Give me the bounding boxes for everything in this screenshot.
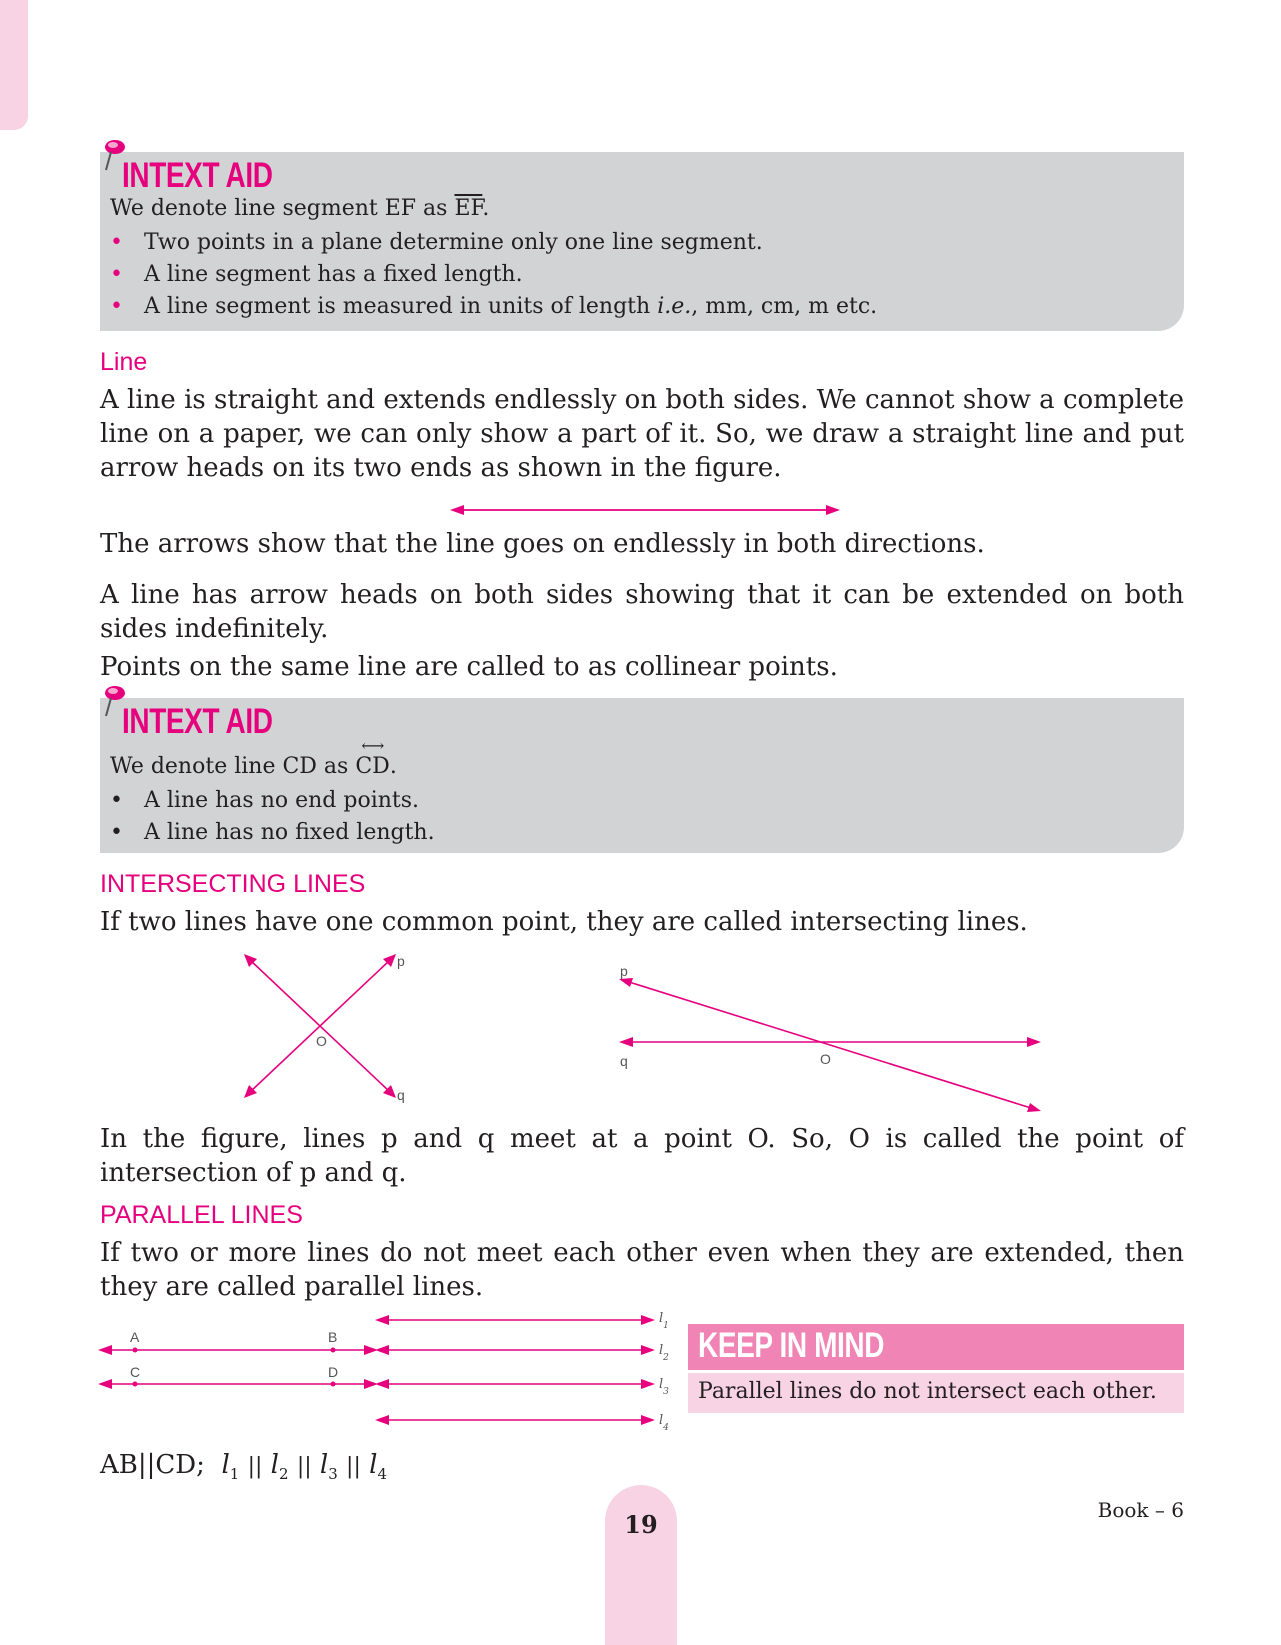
arrowhead-icon [619, 978, 633, 987]
arrowhead-icon [1027, 1103, 1041, 1112]
aid-bullet [110, 230, 763, 255]
paragraph-arrows: The arrows show that the line goes on endlessly in both directions. [100, 529, 985, 559]
arrowhead-icon [641, 1345, 655, 1355]
arrowhead-icon [641, 1315, 655, 1325]
intersecting-figure-x [240, 950, 430, 1110]
aid-bullet-text: Two points in a plane determine only one line segment. [144, 230, 763, 255]
keep-in-mind-title: KEEP IN MIND [698, 1326, 885, 1365]
relation-separator: || [247, 1454, 263, 1479]
relation-l-letter: l [221, 1450, 230, 1480]
point-a [133, 1348, 138, 1353]
relation-sub: 1 [229, 1465, 240, 1484]
relation-l-letter: l [319, 1450, 329, 1480]
label-d: D [328, 1364, 339, 1380]
paragraph-collinear: Points on the same line are called to as collinear points. [100, 652, 838, 682]
aid-bullet-text: A line segment is measured in units of length [144, 294, 658, 319]
parallel-relation [100, 1450, 387, 1483]
heading-line: Line [100, 348, 148, 376]
arrowhead-icon [619, 1037, 633, 1047]
parallel-figure-l-lines [375, 1308, 675, 1448]
label-q: q [620, 1053, 628, 1069]
label-p: p [397, 953, 405, 969]
arrowhead-icon [641, 1379, 655, 1389]
book-label: Book – 6 [1097, 1498, 1184, 1522]
label-l4: $l_4$ [659, 1413, 669, 1433]
bullet-icon: • [110, 230, 123, 255]
paragraph-line-intro: A line is straight and extends endlessly on both sides. We cannot show a complete line on a paper, we can only show a part of it. So, we draw a straight line and put arrow heads on its two ends as shown in the figure. [100, 385, 1184, 483]
arrowhead-icon [98, 1345, 112, 1355]
label-l1: $l_1$ [659, 1311, 669, 1331]
aid-lead-suffix: . [389, 754, 397, 779]
relation-l-letter: l [270, 1450, 279, 1480]
page-number: 19 [624, 1510, 658, 1539]
point-b [331, 1348, 336, 1353]
aid-lead-line [110, 196, 489, 221]
intext-aid-title: INTEXT AID [122, 156, 273, 195]
arrowhead-icon [375, 1415, 389, 1425]
keep-in-mind-body [688, 1373, 1184, 1413]
label-o: O [820, 1051, 831, 1067]
intext-aid-box-segment [100, 152, 1184, 331]
heading-intersecting-lines: INTERSECTING LINES [100, 870, 366, 898]
paragraph-extension: A line has arrow heads on both sides showing that it can be extended on both sides indefinitely. [100, 580, 1184, 644]
label-o: O [316, 1033, 327, 1049]
aid-bullet [110, 262, 523, 287]
intext-aid-title: INTEXT AID [122, 702, 273, 741]
aid-bullet-italic: i.e. [657, 294, 692, 319]
aid-lead-text: We denote line CD as [110, 754, 356, 779]
relation-sub: 2 [279, 1465, 289, 1484]
aid-bullet [110, 820, 435, 845]
label-p: p [620, 963, 628, 979]
keep-in-mind-header [688, 1324, 1184, 1370]
label-a: A [130, 1329, 140, 1345]
arrowhead-right-icon [826, 505, 840, 515]
parallel-figure-ab-cd [98, 1328, 378, 1398]
intext-aid-box-line [100, 698, 1184, 853]
segment-symbol: $\overline{EF}$ [454, 196, 483, 221]
relation-separator: || [346, 1454, 361, 1479]
aid-bullet [110, 294, 877, 319]
arrowhead-icon [375, 1345, 389, 1355]
bullet-icon: • [110, 788, 123, 813]
paragraph-parallel-definition: If two or more lines do not meet each other even when they are extended, then they are called parallel lines. [100, 1238, 1184, 1302]
arrowhead-icon [641, 1415, 655, 1425]
relation-separator: || [296, 1454, 312, 1479]
point-d [331, 1382, 336, 1387]
aid-bullet-text: , mm, cm, m etc. [691, 294, 878, 319]
aid-bullet-text: A line segment has a fixed length. [144, 262, 523, 287]
keep-in-mind-text: Parallel lines do not intersect each other. [698, 1379, 1157, 1404]
paragraph-intersecting-definition: If two lines have one common point, they are called intersecting lines. [100, 907, 1028, 937]
label-b: B [328, 1329, 338, 1345]
arrowhead-icon [1027, 1037, 1041, 1047]
bullet-icon: • [110, 262, 123, 287]
arrowhead-left-icon [450, 505, 464, 515]
arrowhead-icon [375, 1379, 389, 1389]
line-p [629, 982, 1031, 1108]
label-q: q [397, 1087, 405, 1103]
heading-parallel-lines: PARALLEL LINES [100, 1201, 303, 1229]
paragraph-intersection-point: In the figure, lines p and q meet at a point O. So, O is called the point of intersection of p and q. [100, 1124, 1184, 1188]
arrowhead-icon [98, 1379, 112, 1389]
bullet-icon: • [110, 294, 123, 319]
point-c [133, 1382, 138, 1387]
intersecting-figure-oblique [615, 960, 1045, 1120]
double-arrow-icon: ⟷ [361, 736, 385, 755]
aid-lead-line [110, 736, 397, 779]
aid-lead-text: We denote line segment EF as [110, 196, 455, 221]
label-l3: $l_3$ [659, 1377, 669, 1397]
label-l2: $l_2$ [659, 1343, 669, 1363]
page-edge-tab [0, 0, 28, 130]
line-symbol: CD [355, 754, 390, 779]
line-figure [450, 498, 840, 522]
aid-lead-suffix: . [482, 196, 490, 221]
relation-sub: 4 [377, 1465, 388, 1484]
aid-bullet [110, 788, 419, 813]
bullet-icon: • [110, 820, 123, 845]
aid-bullet-text: A line has no fixed length. [144, 820, 435, 845]
label-c: C [130, 1364, 141, 1380]
relation-ab-cd: AB||CD; [100, 1450, 205, 1480]
relation-l-letter: l [369, 1450, 378, 1480]
page-number-tab [605, 1485, 677, 1645]
arrowhead-icon [375, 1315, 389, 1325]
aid-bullet-text: A line has no end points. [144, 788, 420, 813]
relation-sub: 3 [328, 1465, 338, 1484]
